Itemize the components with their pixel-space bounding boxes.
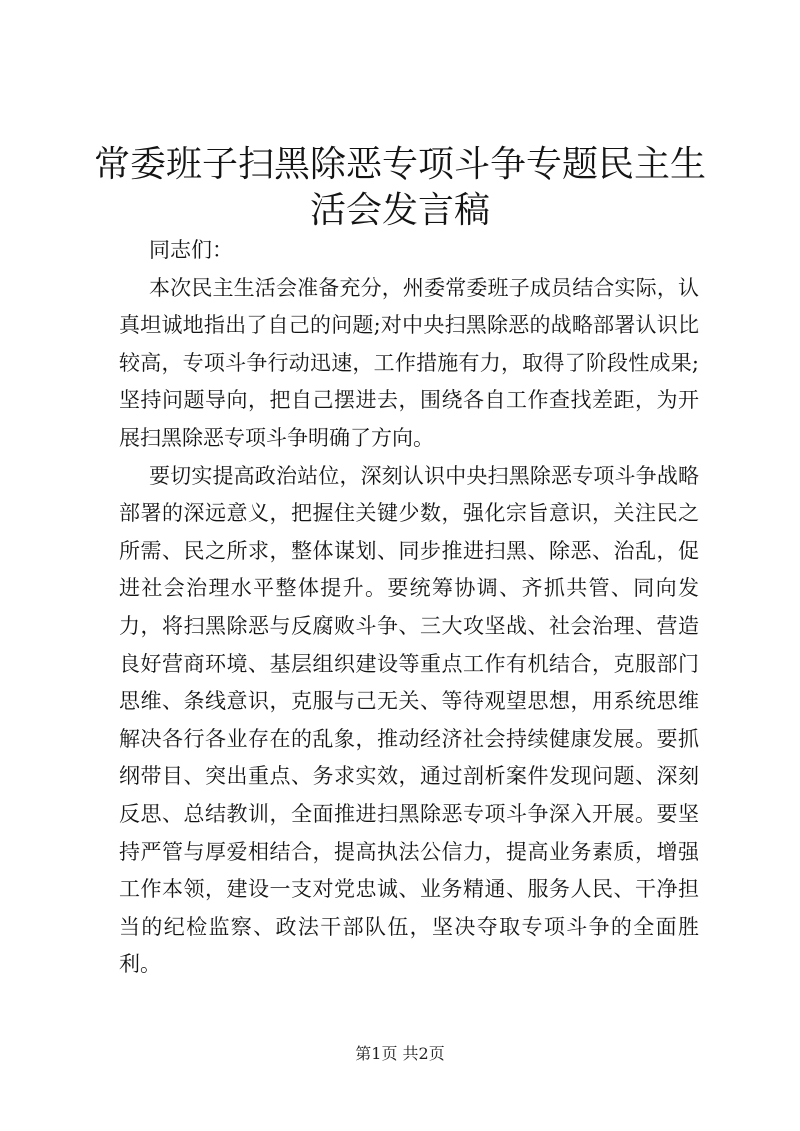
document-title: 常委班子扫黑除恶专项斗争专题民主生活会发言稿	[93, 144, 706, 231]
document-body	[119, 232, 699, 984]
paragraph-1: 本次民主生活会准备充分，州委常委班子成员结合实际，认真坦诚地指出了自己的问题;对中央扫黑除恶的战略部署认识比较高，专项斗争行动迅速，工作措施有力，取得了阶段性成果;坚持问题导向，把自己摆进去，围绕各自工作查找差距，为开展扫黑除恶专项斗争明确了方向。	[119, 275, 699, 450]
page-number-footer: 第1页 共2页	[355, 1044, 445, 1063]
paragraph-2: 要切实提高政治站位，深刻认识中央扫黑除恶专项斗争战略部署的深远意义，把握住关键少数，强化宗旨意识，关注民之所需、民之所求，整体谋划、同步推进扫黑、除恶、治乱，促进社会治理水平整体提升。要统筹协调、齐抓共管、同向发力，将扫黑除恶与反腐败斗争、三大攻坚战、社会治理、营造良好营商环境、基层组织建设等重点工作有机结合，克服部门思维、条线意识，克服与己无关、等待观望思想，用系统思维解决各行各业存在的乱象，推动经济社会持续健康发展。要抓纲带目、突出重点、务求实效，通过剖析案件发现问题、深刻反思、总结教训，全面推进扫黑除恶专项斗争深入开展。要坚持严管与厚爱相结合，提高执法公信力，提高业务素质，增强工作本领，建设一支对党忠诚、业务精通、服务人民、干净担当的纪检监察、政法干部队伍，坚决夺取专项斗争的全面胜利。	[119, 463, 699, 977]
salutation: 同志们：	[149, 238, 233, 262]
